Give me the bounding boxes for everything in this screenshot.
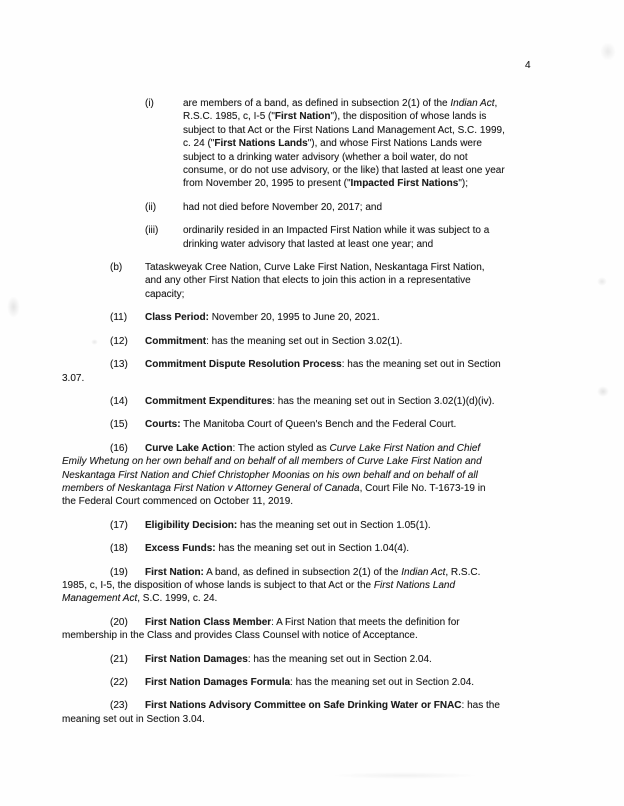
text-run: subject to that Act or the First Nations Land Management Act, S.C. 1999,: [183, 124, 505, 136]
text-line: [62, 629, 568, 642]
text-run: First Nation Class Member: [145, 616, 272, 628]
text-line: [62, 653, 568, 666]
text-run: Curve Lake First Nation and Chief: [329, 442, 481, 454]
text-run: membership in the Class and provides Class Counsel with notice of Acceptance.: [62, 630, 418, 642]
text-run: from November 20, 1995 to present (": [183, 178, 351, 190]
text-run: Emily Whetung on her own behalf and on behalf of all members of Curve Lake First Nation and: [62, 456, 482, 468]
text-run: : The action styled as: [232, 442, 330, 454]
definition-item-b: [110, 261, 568, 301]
text-line: [183, 164, 505, 177]
definition-item-iii: [145, 224, 568, 251]
text-run: First Nation: [274, 111, 331, 123]
text-line: [62, 311, 568, 324]
item-label: (i): [145, 98, 154, 109]
definition-item-15: [62, 418, 568, 431]
text-line: [62, 616, 568, 629]
text-run: R.S.C. 1985, c, I-5 (": [183, 111, 275, 123]
text-line: [62, 469, 568, 482]
text-line: [62, 442, 568, 455]
text-run: the Federal Court commenced on October 11, 2019.: [62, 496, 294, 508]
item-label: (b): [110, 262, 123, 274]
text-run: and any other First Nation that elects to join this action in a representative: [145, 275, 471, 287]
text-run: capacity;: [145, 288, 185, 300]
item-label: (19): [110, 566, 128, 578]
text-run: Indian Act: [401, 566, 446, 578]
text-line: [62, 676, 568, 689]
item-label: (iii): [145, 225, 159, 237]
text-run: had not died before November 20, 2017; and: [183, 201, 383, 213]
text-line: [62, 566, 568, 579]
text-run: : has the meaning set out in Section 2.04.: [247, 653, 432, 665]
text-line: [62, 699, 568, 712]
text-line: [183, 238, 489, 251]
definition-item-13: [62, 358, 568, 385]
text-run: First Nations Lands: [214, 138, 308, 150]
scan-artifact: [597, 277, 607, 286]
text-run: Impacted First Nations: [350, 178, 459, 190]
text-line: [62, 495, 568, 508]
document-body: [62, 97, 568, 736]
text-run: members of Neskantaga First Nation v Attorney General of Canada: [62, 482, 360, 494]
item-text: [183, 224, 489, 251]
text-run: drinking water advisory that lasted at least one year; and: [183, 238, 434, 250]
text-run: meaning set out in Section 3.04.: [62, 713, 205, 725]
text-run: Courts:: [145, 419, 181, 431]
item-label: (17): [110, 519, 128, 531]
text-run: Tataskweyak Cree Nation, Curve Lake First Nation, Neskantaga First Nation,: [145, 262, 485, 274]
text-run: November 20, 1995 to June 20, 2021.: [208, 312, 380, 324]
text-run: "), and whose First Nations Lands were: [307, 138, 482, 150]
item-label: (14): [110, 395, 128, 407]
text-run: Neskantaga First Nation and Chief Christopher Moonias on his own behalf and on behalf of all: [62, 469, 478, 481]
item-label: (20): [110, 616, 128, 628]
text-run: Excess Funds:: [145, 543, 216, 555]
text-line: [62, 579, 568, 592]
item-label: (18): [110, 543, 128, 555]
text-line: [183, 201, 382, 214]
item-label: (23): [110, 700, 128, 712]
text-line: [62, 335, 568, 348]
text-run: c. 24 (": [183, 138, 215, 150]
text-line: [62, 395, 568, 408]
text-run: , S.C. 1999, c. 24.: [137, 593, 218, 605]
definition-item-20: [62, 616, 568, 643]
definition-item-19: [62, 566, 568, 606]
definition-item-22: [62, 676, 568, 689]
definition-item-i: [145, 97, 568, 191]
text-run: : has the meaning set out in Section: [341, 359, 501, 371]
text-line: [62, 713, 568, 726]
text-run: 1985, c, I-5, the disposition of whose lands is subject to that Act or the: [62, 579, 374, 591]
text-run: : A First Nation that meets the definition for: [271, 616, 460, 628]
text-run: Curve Lake Action: [145, 442, 233, 454]
text-run: has the meaning set out in Section 1.05(1).: [237, 519, 431, 531]
text-run: ordinarily resided in an Impacted First Nation while it was subject to a: [183, 225, 490, 237]
scan-artifact: [7, 296, 20, 318]
text-run: Commitment: [145, 335, 207, 347]
item-label: (21): [110, 653, 128, 665]
text-line: [183, 110, 505, 123]
definition-item-18: [62, 542, 568, 555]
item-label: (16): [110, 442, 128, 454]
text-line: [62, 455, 568, 468]
text-run: ,: [494, 98, 498, 109]
definition-item-11: [62, 311, 568, 324]
text-line: [62, 592, 568, 605]
text-run: Management Act: [62, 593, 138, 605]
page-number: 4: [525, 60, 531, 71]
text-run: The Manitoba Court of Queen's Bench and the Federal Court.: [180, 419, 457, 431]
definition-item-17: [62, 519, 568, 532]
item-text: [183, 201, 382, 214]
definition-item-12: [62, 335, 568, 348]
text-line: [62, 358, 568, 371]
definition-item-ii: [145, 201, 568, 214]
text-run: consume, or do not use advisory, or the like) that lasted at least one year: [183, 165, 505, 177]
text-line: [183, 97, 505, 110]
item-label: (22): [110, 677, 128, 688]
definition-item-23: [62, 699, 568, 726]
text-run: A band, as defined in subsection 2(1) of the: [203, 566, 402, 578]
item-label: (15): [110, 419, 128, 431]
definition-item-21: [62, 653, 568, 666]
text-run: : has the meaning set out in Section 2.04.: [290, 677, 475, 688]
text-line: [145, 274, 485, 287]
text-line: [62, 542, 568, 555]
text-run: , Court File No. T-1673-19 in: [359, 482, 486, 494]
item-label: (12): [110, 335, 128, 347]
text-line: [62, 418, 568, 431]
text-run: Commitment Dispute Resolution Process: [145, 359, 342, 371]
text-run: Commitment Expenditures: [145, 395, 273, 407]
scan-artifact: [600, 42, 616, 61]
text-run: ");: [458, 178, 469, 190]
text-run: : has the meaning set out in Section 3.02(1)(d)(iv).: [272, 395, 495, 407]
definition-item-16: [62, 442, 568, 509]
text-run: : has the: [461, 700, 500, 712]
text-line: [62, 372, 568, 385]
text-run: Class Period:: [145, 312, 209, 324]
text-run: , R.S.C.: [445, 566, 481, 578]
item-text: [183, 97, 505, 191]
text-run: are members of a band, as defined in subsection 2(1) of the: [183, 98, 451, 109]
text-line: [183, 224, 489, 237]
text-line: [62, 482, 568, 495]
text-line: [183, 137, 505, 150]
text-run: First Nations Land: [373, 579, 456, 591]
text-run: 3.07.: [62, 372, 85, 384]
text-line: [145, 288, 485, 301]
text-run: First Nation Damages Formula: [145, 677, 291, 688]
text-line: [145, 261, 485, 274]
text-run: : has the meaning set out in Section 3.02(1).: [206, 335, 403, 347]
text-line: [183, 151, 505, 164]
text-run: First Nation:: [145, 566, 204, 578]
scan-artifact: [330, 772, 480, 779]
item-text: [145, 261, 485, 301]
text-run: Indian Act: [450, 98, 495, 109]
text-run: Eligibility Decision:: [145, 519, 238, 531]
text-run: First Nation Damages: [145, 653, 248, 665]
text-line: [183, 124, 505, 137]
text-line: [183, 177, 505, 190]
definition-item-14: [62, 395, 568, 408]
scan-artifact: [597, 386, 609, 397]
item-label: (11): [110, 312, 128, 324]
item-label: (ii): [145, 201, 157, 213]
text-line: [62, 519, 568, 532]
text-run: First Nations Advisory Committee on Safe Drinking Water or FNAC: [145, 700, 462, 712]
item-label: (13): [110, 359, 128, 371]
text-run: "), the disposition of whose lands is: [330, 111, 487, 123]
text-run: has the meaning set out in Section 1.04(4).: [215, 543, 410, 555]
text-run: subject to a drinking water advisory (whether a boil water, do not: [183, 151, 468, 163]
